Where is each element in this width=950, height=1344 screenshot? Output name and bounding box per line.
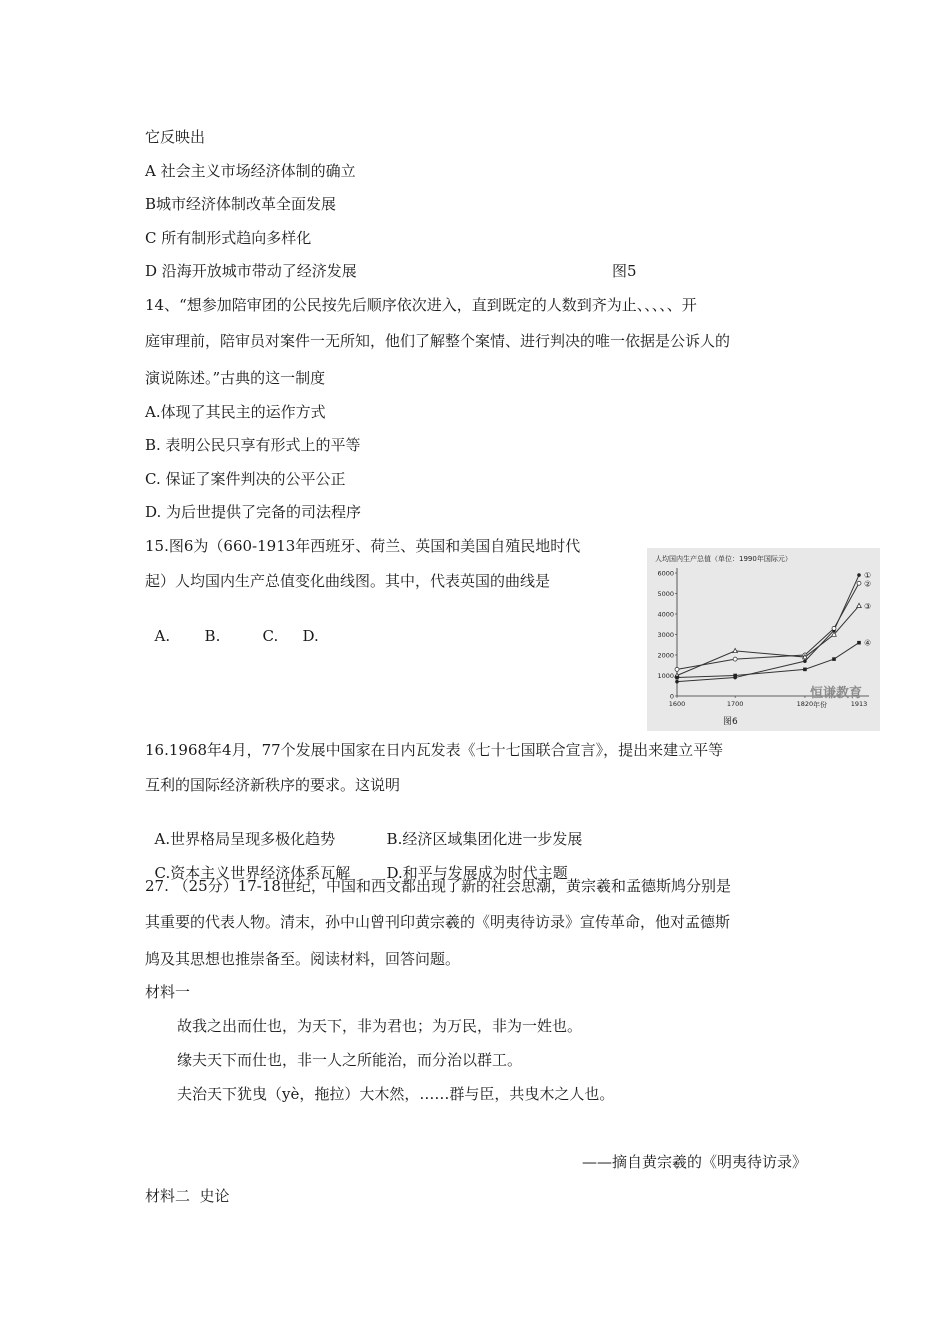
line-chart bbox=[647, 548, 880, 731]
series-line bbox=[677, 643, 859, 678]
series-label: ④ bbox=[864, 638, 872, 648]
series-layer bbox=[675, 571, 871, 683]
q13-option-d: D 沿海开放城市带动了经济发展 bbox=[145, 262, 357, 280]
data-point bbox=[857, 641, 861, 645]
data-point bbox=[832, 657, 836, 661]
data-point bbox=[857, 581, 861, 585]
data-point bbox=[803, 659, 807, 663]
q27-line-2: 其重要的代表人物。清末，孙中山曾刊印黄宗羲的《明夷待访录》宣传革命，他对孟德斯 bbox=[145, 913, 731, 931]
q14-option-d: D. 为后世提供了完备的司法程序 bbox=[145, 503, 362, 521]
q15-option-d: D. bbox=[302, 627, 319, 645]
q16-line-2: 互利的国际经济新秩序的要求。这说明 bbox=[145, 776, 401, 794]
data-point bbox=[733, 657, 737, 661]
x-axis-label: 年份 bbox=[813, 701, 827, 709]
q13-option-a: A 社会主义市场经济体制的确立 bbox=[145, 162, 356, 180]
q27-line-3: 鸠及其思想也推崇备至。阅读材料，回答问题。 bbox=[145, 950, 461, 968]
series-label: ③ bbox=[864, 601, 872, 611]
q16-option-d: D.和平与发展成为时代主题 bbox=[386, 864, 568, 882]
y-tick-label: 2000 bbox=[657, 651, 674, 660]
chart-caption: 图6 bbox=[723, 717, 738, 727]
material-1-line-3: 夫治天下犹曳（yè，拖拉）大木然，……群与臣，共曳木之人也。 bbox=[177, 1085, 615, 1103]
material-2-title: 材料二 史论 bbox=[145, 1187, 230, 1205]
y-tick-label: 1000 bbox=[657, 672, 674, 680]
series-label: ① bbox=[864, 571, 872, 581]
q14-line-2: 庭审理前，陪审员对案件一无所知，他们了解整个案情、进行判决的唯一依据是公诉人的 bbox=[145, 332, 731, 350]
y-tick-label: 5000 bbox=[657, 590, 674, 598]
data-point bbox=[675, 680, 679, 684]
x-tick-label: 1913 bbox=[850, 700, 868, 708]
data-point bbox=[675, 676, 679, 680]
material-1-line-1: 故我之出而仕也，为天下，非为君也；为万民，非为一姓也。 bbox=[177, 1017, 583, 1035]
q27-line-1: 27. （25分）17-18世纪，中国和西文都出现了新的社会思潮，黄宗羲和孟德斯鸠分别是 bbox=[145, 877, 731, 895]
x-tick-label: 1820 bbox=[796, 700, 814, 708]
q15-option-a: A. bbox=[154, 627, 171, 645]
q15-option-b: B. bbox=[204, 627, 221, 645]
q13-stem-end: 它反映出 bbox=[145, 128, 206, 146]
data-point bbox=[675, 667, 679, 671]
data-point bbox=[803, 668, 807, 672]
series-label: ② bbox=[864, 579, 872, 589]
x-tick-label: 1700 bbox=[726, 700, 744, 708]
y-axis bbox=[657, 568, 677, 701]
material-1-line-2: 缘夫天下而仕也，非一人之所能治，而分治以群工。 bbox=[177, 1051, 523, 1069]
q14-line-3: 演说陈述。”古典的这一制度 bbox=[145, 369, 326, 387]
y-tick-label: 6000 bbox=[657, 569, 674, 578]
q14-option-a: A.体现了其民主的运作方式 bbox=[145, 403, 326, 421]
q14-option-c: C. 保证了案件判决的公平公正 bbox=[145, 470, 346, 488]
q15-line-2: 起）人均国内生产总值变化曲线图。其中，代表英国的曲线是 bbox=[145, 572, 551, 590]
q16-line-1: 16.1968年4月，77个发展中国家在日内瓦发表《七十七国联合宣言》，提出来建立平等 bbox=[145, 741, 724, 759]
q16-option-b: B.经济区域集团化进一步发展 bbox=[386, 830, 583, 848]
data-point bbox=[733, 674, 737, 678]
material-1-source: ——摘自黄宗羲的《明夷待访录》 bbox=[581, 1153, 807, 1171]
y-tick-label: 4000 bbox=[657, 610, 674, 619]
figure-6-chart bbox=[647, 548, 880, 731]
q13-option-c: C 所有制形式趋向多样化 bbox=[145, 229, 312, 247]
q15-option-c: C. bbox=[262, 627, 279, 645]
q15-options bbox=[145, 606, 319, 646]
q15-line-1: 15.图6为（660-1913年西班牙、荷兰、英国和美国自殖民地时代 bbox=[145, 537, 581, 555]
q16-option-c: C.资本主义世界经济体系瓦解 bbox=[154, 864, 351, 882]
series-line bbox=[677, 583, 859, 669]
data-point bbox=[857, 603, 862, 607]
q16-option-a: A.世界格局呈现多极化趋势 bbox=[154, 830, 336, 848]
q14-option-b: B. 表明公民只享有形式上的平等 bbox=[145, 436, 361, 454]
data-point bbox=[832, 626, 836, 630]
q14-line-1: 14、“想参加陪审团的公民按先后顺序依次进入，直到既定的人数到齐为止、、、、、开 bbox=[145, 296, 697, 314]
material-1-title: 材料一 bbox=[145, 983, 191, 1001]
q13-option-b: B城市经济体制改革全面发展 bbox=[145, 195, 337, 213]
x-tick-label: 1600 bbox=[668, 700, 686, 708]
chart-title: 人均国内生产总值（单位：1990年国际元） bbox=[655, 555, 792, 563]
figure-5-label: 图5 bbox=[612, 262, 637, 280]
y-tick-label: 0 bbox=[669, 692, 674, 701]
y-tick-label: 3000 bbox=[657, 631, 674, 639]
chart-watermark: 恒谦教育 bbox=[810, 686, 863, 701]
data-point bbox=[857, 573, 861, 577]
